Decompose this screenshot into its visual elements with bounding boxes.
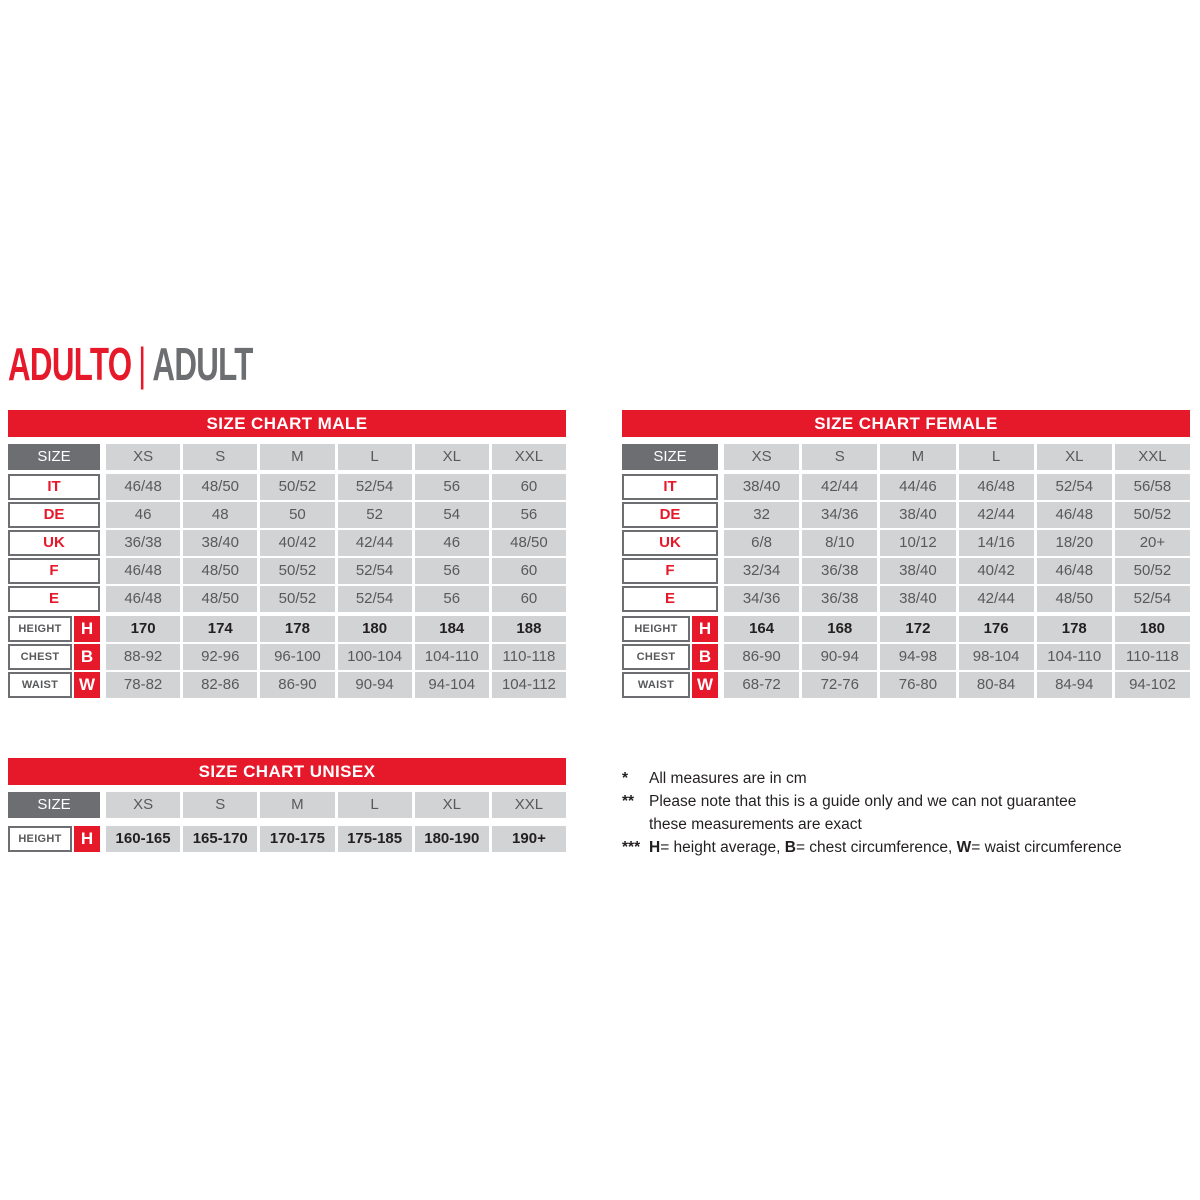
column-header-cell: L bbox=[338, 444, 412, 470]
size-value-cell: 38/40 bbox=[880, 502, 955, 528]
table-row-f bbox=[622, 558, 1190, 584]
table-row-e bbox=[622, 586, 1190, 612]
table-row-height bbox=[8, 616, 566, 642]
size-value-cell: 40/42 bbox=[959, 558, 1034, 584]
measure-value-cell: 80-84 bbox=[959, 672, 1034, 698]
table-row-e bbox=[8, 586, 566, 612]
size-value-cell: 56 bbox=[415, 558, 489, 584]
size-value-cell: 60 bbox=[492, 586, 566, 612]
measure-value-cell: 178 bbox=[260, 616, 334, 642]
size-value-cell: 56 bbox=[492, 502, 566, 528]
measure-value-cell: 180 bbox=[1115, 616, 1190, 642]
measure-value-cell: 176 bbox=[959, 616, 1034, 642]
footnotes bbox=[622, 767, 1200, 859]
column-header-cell: XS bbox=[106, 444, 180, 470]
region-code-cell: UK bbox=[622, 530, 718, 556]
table-row-it bbox=[8, 474, 566, 500]
measure-label-slot bbox=[622, 644, 718, 670]
column-header-row bbox=[8, 444, 566, 470]
footnote-legend bbox=[622, 836, 1200, 859]
size-value-cell: 38/40 bbox=[183, 530, 257, 556]
column-header-row bbox=[622, 444, 1190, 470]
measure-value-cell: 94-102 bbox=[1115, 672, 1190, 698]
size-value-cell: 36/38 bbox=[106, 530, 180, 556]
measure-label-slot bbox=[8, 616, 100, 642]
measure-label-cell: HEIGHT bbox=[622, 616, 690, 642]
measure-letter-badge: B bbox=[692, 644, 718, 670]
column-header-cell: XXL bbox=[1115, 444, 1190, 470]
table-title-female: SIZE CHART FEMALE bbox=[622, 410, 1190, 437]
footnote-marker: ** bbox=[622, 793, 635, 810]
measure-value-cell: 168 bbox=[802, 616, 877, 642]
size-value-cell: 52/54 bbox=[338, 558, 412, 584]
measure-value-cell: 164 bbox=[724, 616, 799, 642]
footnote-marker: * bbox=[622, 770, 629, 787]
size-chart-unisex-table bbox=[8, 758, 566, 854]
measure-value-cell: 180-190 bbox=[415, 826, 489, 852]
column-header-cell: L bbox=[338, 792, 412, 818]
measure-label-cell: WAIST bbox=[622, 672, 690, 698]
measure-value-cell: 96-100 bbox=[260, 644, 334, 670]
measure-label-slot bbox=[8, 644, 100, 670]
size-value-cell: 46/48 bbox=[1037, 502, 1112, 528]
column-header-cell: XL bbox=[415, 792, 489, 818]
size-value-cell: 46 bbox=[415, 530, 489, 556]
size-value-cell: 52/54 bbox=[338, 586, 412, 612]
measure-letter-badge: B bbox=[74, 644, 100, 670]
page-title-primary: ADULTO bbox=[8, 338, 132, 390]
measure-value-cell: 90-94 bbox=[802, 644, 877, 670]
measure-value-cell: 92-96 bbox=[183, 644, 257, 670]
size-value-cell: 38/40 bbox=[880, 586, 955, 612]
size-value-cell: 36/38 bbox=[802, 586, 877, 612]
column-header-cell: XL bbox=[415, 444, 489, 470]
measure-value-cell: 86-90 bbox=[724, 644, 799, 670]
measure-value-cell: 174 bbox=[183, 616, 257, 642]
size-value-cell: 52/54 bbox=[338, 474, 412, 500]
measure-value-cell: 76-80 bbox=[880, 672, 955, 698]
size-value-cell: 20+ bbox=[1115, 530, 1190, 556]
size-value-cell: 38/40 bbox=[724, 474, 799, 500]
size-value-cell: 46/48 bbox=[106, 558, 180, 584]
size-value-cell: 48/50 bbox=[183, 586, 257, 612]
size-value-cell: 48/50 bbox=[183, 558, 257, 584]
column-header-cell: S bbox=[183, 792, 257, 818]
table-title-male: SIZE CHART MALE bbox=[8, 410, 566, 437]
region-code-cell: F bbox=[8, 558, 100, 584]
column-header-cell: S bbox=[183, 444, 257, 470]
footnote-measures-in-cm bbox=[622, 767, 1200, 790]
page-title-separator: | bbox=[138, 338, 146, 390]
region-code-cell: IT bbox=[8, 474, 100, 500]
size-chart-female-table bbox=[622, 410, 1190, 700]
table-row-de bbox=[622, 502, 1190, 528]
size-value-cell: 50/52 bbox=[1115, 502, 1190, 528]
measure-label-cell: HEIGHT bbox=[8, 616, 72, 642]
column-header-cell: M bbox=[260, 444, 334, 470]
table-row-chest bbox=[8, 644, 566, 670]
measure-value-cell: 100-104 bbox=[338, 644, 412, 670]
measure-letter-badge: W bbox=[74, 672, 100, 698]
size-value-cell: 34/36 bbox=[724, 586, 799, 612]
size-value-cell: 42/44 bbox=[338, 530, 412, 556]
table-row-uk bbox=[622, 530, 1190, 556]
legend-text: = height average, bbox=[660, 839, 785, 856]
region-code-cell: DE bbox=[622, 502, 718, 528]
measure-block bbox=[8, 616, 566, 698]
table-title-unisex: SIZE CHART UNISEX bbox=[8, 758, 566, 785]
table-row-f bbox=[8, 558, 566, 584]
measure-value-cell: 170-175 bbox=[260, 826, 334, 852]
table-row-de bbox=[8, 502, 566, 528]
size-value-cell: 48/50 bbox=[1037, 586, 1112, 612]
size-value-cell: 42/44 bbox=[802, 474, 877, 500]
size-value-cell: 46/48 bbox=[106, 474, 180, 500]
measure-letter-badge: W bbox=[692, 672, 718, 698]
size-value-cell: 32 bbox=[724, 502, 799, 528]
measure-value-cell: 78-82 bbox=[106, 672, 180, 698]
measure-value-cell: 94-98 bbox=[880, 644, 955, 670]
footnote-line: Please note that this is a guide only and we can not guarantee bbox=[649, 793, 1077, 810]
measure-value-cell: 86-90 bbox=[260, 672, 334, 698]
table-row-chest bbox=[622, 644, 1190, 670]
measure-letter-badge: H bbox=[74, 826, 100, 852]
legend-letter: W bbox=[956, 839, 972, 856]
size-value-cell: 56 bbox=[415, 474, 489, 500]
footnote-guide-only bbox=[622, 790, 1200, 836]
measure-value-cell: 184 bbox=[415, 616, 489, 642]
region-code-cell: E bbox=[622, 586, 718, 612]
size-value-cell: 18/20 bbox=[1037, 530, 1112, 556]
size-header-cell: SIZE bbox=[8, 444, 100, 470]
size-value-cell: 46/48 bbox=[106, 586, 180, 612]
size-value-cell: 46/48 bbox=[959, 474, 1034, 500]
size-value-cell: 38/40 bbox=[880, 558, 955, 584]
size-value-cell: 56/58 bbox=[1115, 474, 1190, 500]
table-row-it bbox=[622, 474, 1190, 500]
footnote-text bbox=[649, 836, 1200, 859]
legend-letter: H bbox=[649, 839, 661, 856]
legend-text: = chest circumference, bbox=[795, 839, 957, 856]
measure-label-cell: HEIGHT bbox=[8, 826, 72, 852]
footnote-marker: *** bbox=[622, 839, 641, 856]
region-code-cell: UK bbox=[8, 530, 100, 556]
measure-value-cell: 170 bbox=[106, 616, 180, 642]
size-value-cell: 42/44 bbox=[959, 502, 1034, 528]
size-value-cell: 60 bbox=[492, 558, 566, 584]
measure-value-cell: 72-76 bbox=[802, 672, 877, 698]
measure-label-slot bbox=[8, 826, 100, 852]
column-header-cell: M bbox=[880, 444, 955, 470]
size-value-cell: 52/54 bbox=[1037, 474, 1112, 500]
size-value-cell: 52/54 bbox=[1115, 586, 1190, 612]
column-header-cell: XXL bbox=[492, 444, 566, 470]
size-value-cell: 36/38 bbox=[802, 558, 877, 584]
table-row-waist bbox=[8, 672, 566, 698]
measure-value-cell: 88-92 bbox=[106, 644, 180, 670]
measure-value-cell: 90-94 bbox=[338, 672, 412, 698]
measure-value-cell: 94-104 bbox=[415, 672, 489, 698]
size-value-cell: 50/52 bbox=[260, 558, 334, 584]
footnote-text bbox=[649, 790, 1200, 836]
footnote-text: All measures are in cm bbox=[649, 770, 807, 787]
size-value-cell: 50 bbox=[260, 502, 334, 528]
column-header-cell: XXL bbox=[492, 792, 566, 818]
size-value-cell: 44/46 bbox=[880, 474, 955, 500]
column-header-row bbox=[8, 792, 566, 818]
measure-label-slot bbox=[8, 672, 100, 698]
size-value-cell: 48/50 bbox=[492, 530, 566, 556]
table-row-waist bbox=[622, 672, 1190, 698]
size-value-cell: 46 bbox=[106, 502, 180, 528]
measure-label-slot bbox=[622, 616, 718, 642]
measure-value-cell: 104-112 bbox=[492, 672, 566, 698]
size-value-cell: 48 bbox=[183, 502, 257, 528]
size-value-cell: 56 bbox=[415, 586, 489, 612]
size-value-cell: 50/52 bbox=[260, 474, 334, 500]
column-header-cell: XL bbox=[1037, 444, 1112, 470]
size-value-cell: 8/10 bbox=[802, 530, 877, 556]
region-code-cell: DE bbox=[8, 502, 100, 528]
table-row-height bbox=[622, 616, 1190, 642]
column-header-cell: XS bbox=[106, 792, 180, 818]
measure-value-cell: 178 bbox=[1037, 616, 1112, 642]
footnote-line: these measurements are exact bbox=[649, 816, 862, 833]
region-code-cell: E bbox=[8, 586, 100, 612]
column-header-cell: L bbox=[959, 444, 1034, 470]
measure-value-cell: 172 bbox=[880, 616, 955, 642]
page-title-secondary: ADULT bbox=[152, 338, 253, 390]
measure-label-cell: CHEST bbox=[8, 644, 72, 670]
region-code-cell: F bbox=[622, 558, 718, 584]
size-value-cell: 14/16 bbox=[959, 530, 1034, 556]
page-title bbox=[8, 338, 253, 390]
measure-letter-badge: H bbox=[692, 616, 718, 642]
measure-label-cell: WAIST bbox=[8, 672, 72, 698]
size-value-cell: 50/52 bbox=[1115, 558, 1190, 584]
measure-value-cell: 175-185 bbox=[338, 826, 412, 852]
size-value-cell: 54 bbox=[415, 502, 489, 528]
legend-letter: B bbox=[784, 839, 796, 856]
legend-text: = waist circumference bbox=[971, 839, 1122, 856]
measure-label-slot bbox=[622, 672, 718, 698]
size-value-cell: 32/34 bbox=[724, 558, 799, 584]
table-row-uk bbox=[8, 530, 566, 556]
size-value-cell: 52 bbox=[338, 502, 412, 528]
measure-block bbox=[622, 616, 1190, 698]
measure-value-cell: 84-94 bbox=[1037, 672, 1112, 698]
size-value-cell: 34/36 bbox=[802, 502, 877, 528]
measure-letter-badge: H bbox=[74, 616, 100, 642]
size-value-cell: 60 bbox=[492, 474, 566, 500]
measure-value-cell: 110-118 bbox=[492, 644, 566, 670]
measure-value-cell: 82-86 bbox=[183, 672, 257, 698]
measure-value-cell: 180 bbox=[338, 616, 412, 642]
measure-value-cell: 98-104 bbox=[959, 644, 1034, 670]
column-header-cell: M bbox=[260, 792, 334, 818]
measure-value-cell: 165-170 bbox=[183, 826, 257, 852]
size-value-cell: 48/50 bbox=[183, 474, 257, 500]
size-value-cell: 46/48 bbox=[1037, 558, 1112, 584]
size-chart-male-table bbox=[8, 410, 566, 700]
measure-label-cell: CHEST bbox=[622, 644, 690, 670]
measure-value-cell: 188 bbox=[492, 616, 566, 642]
size-value-cell: 50/52 bbox=[260, 586, 334, 612]
table-row-height bbox=[8, 826, 566, 852]
size-header-cell: SIZE bbox=[8, 792, 100, 818]
measure-value-cell: 104-110 bbox=[415, 644, 489, 670]
size-value-cell: 40/42 bbox=[260, 530, 334, 556]
size-header-cell: SIZE bbox=[622, 444, 718, 470]
measure-value-cell: 160-165 bbox=[106, 826, 180, 852]
size-value-cell: 42/44 bbox=[959, 586, 1034, 612]
measure-value-cell: 68-72 bbox=[724, 672, 799, 698]
region-code-cell: IT bbox=[622, 474, 718, 500]
measure-value-cell: 104-110 bbox=[1037, 644, 1112, 670]
measure-value-cell: 190+ bbox=[492, 826, 566, 852]
size-value-cell: 6/8 bbox=[724, 530, 799, 556]
measure-value-cell: 110-118 bbox=[1115, 644, 1190, 670]
column-header-cell: S bbox=[802, 444, 877, 470]
size-value-cell: 10/12 bbox=[880, 530, 955, 556]
column-header-cell: XS bbox=[724, 444, 799, 470]
